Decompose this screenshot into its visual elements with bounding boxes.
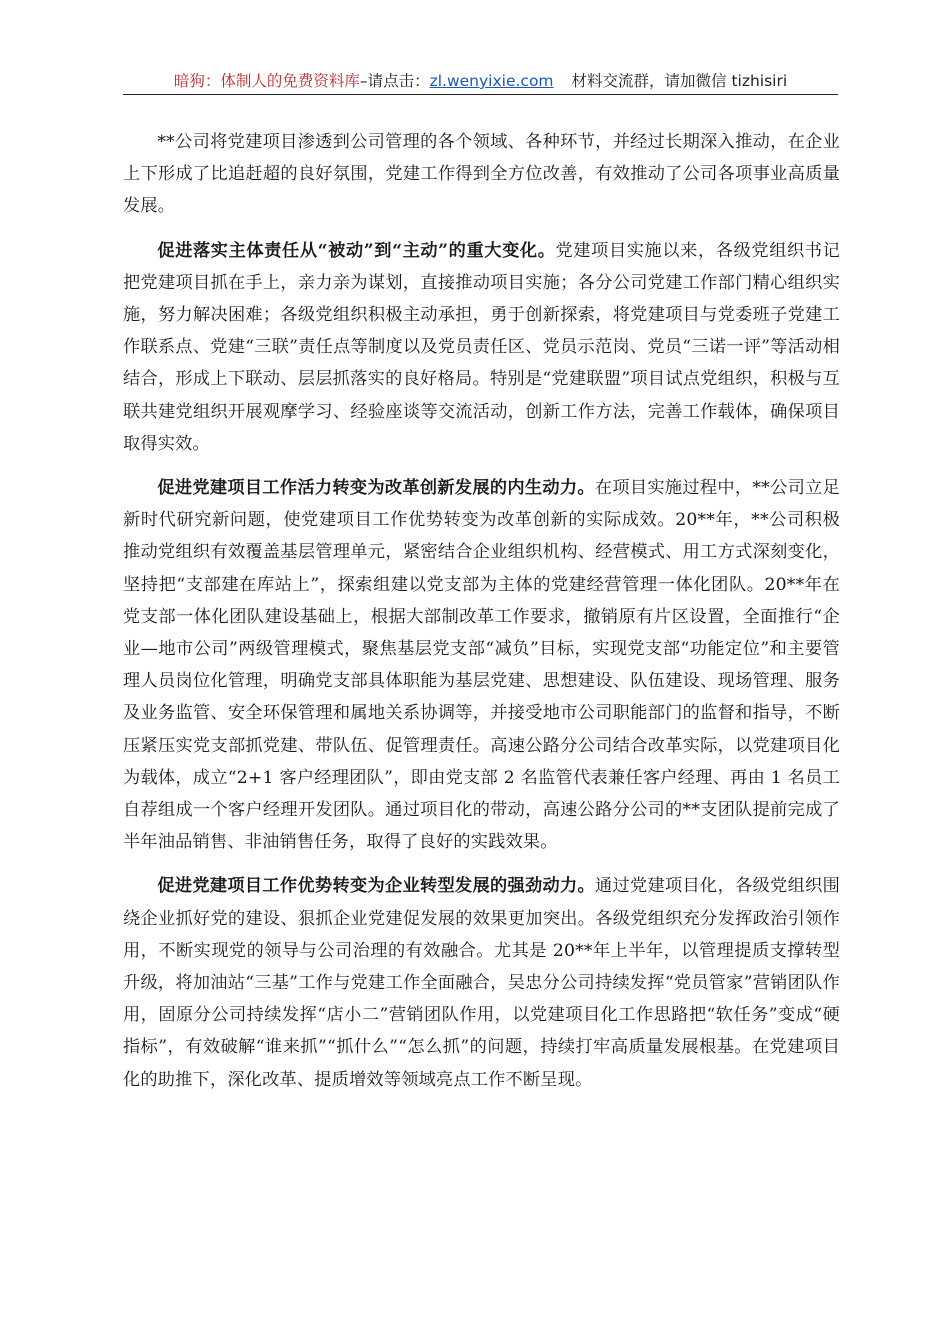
header-link[interactable]: zl.wenyixie.com	[429, 72, 554, 90]
paragraph-intro	[123, 126, 840, 223]
document-body	[123, 126, 840, 1108]
paragraph-responsibility	[123, 235, 840, 460]
paragraph-lead: 促进党建项目工作活力转变为改革创新发展的内生动力。	[157, 478, 595, 499]
paragraph-lead: 促进党建项目工作优势转变为企业转型发展的强劲动力。	[157, 876, 596, 897]
paragraph-body: **公司将党建项目渗透到公司管理的各个领域、各种环节，并经过长期深入推动，在企业上下形成了比追赶超的良好氛围，党建工作得到全方位改善，有效推动了公司各项事业高质量发展。	[123, 132, 840, 217]
paragraph-body: 通过党建项目化，各级党组织围绕企业抓好党的建设、狠抓企业党建促发展的效果更加突出。各级党组织充分发挥政治引领作用，不断实现党的领导与公司治理的有效融合。尤其是 20**年上半年，以管理提质支撑转型升级，将加油站“三基”工作与党建工作全面融合，吴忠分公司持续发挥“党员管家”营销团队作用，固原分公司持续发挥“店小二”营销团队作用，以党建项目化工作思路把“软任务”变成“硬指标”，有效破解“谁来抓”“抓什么”“怎么抓”的问题，持续打牢高质量发展根基。在党建项目化的助推下，深化改革、提质增效等领域亮点工作不断呈现。	[123, 876, 840, 1090]
page-header	[123, 68, 838, 95]
paragraph-lead: 促进落实主体责任从“被动”到“主动”的重大变化。	[157, 240, 556, 261]
header-group-text: 材料交流群，请加微信 tizhisiri	[571, 72, 788, 90]
header-prefix: 暗狗：体制人的免费资料库	[173, 72, 360, 90]
paragraph-body: 在项目实施过程中，**公司立足新时代研究新问题，使党建项目工作优势转变为改革创新的实际成效。20**年，**公司积极推动党组织有效覆盖基层管理单元，紧密结合企业组织机构、经营模式、用工方式深刻变化，坚持把“支部建在库站上”，探索组建以党支部为主体的党建经营管理一体化团队。20**年在党支部一体化团队建设基础上，根据大部制改革工作要求，撤销原有片区设置，全面推行“企业—地市公司”两级管理模式，聚焦基层党支部“减负”目标，实现党支部“功能定位”和主要管理人员岗位化管理，明确党支部具体职能为基层党建、思想建设、队伍建设、现场管理、服务及业务监管、安全环保管理和属地关系协调等，并接受地市公司职能部门的监督和指导，不断压紧压实党支部抓党建、带队伍、促管理责任。高速公路分公司结合改革实际，以党建项目化为载体，成立“2+1 客户经理团队”，即由党支部 2 名监管代表兼任客户经理、再由 1 名员工自荐组成一个客户经理开发团队。通过项目化的带动，高速公路分公司的**支团队提前完成了半年油品销售、非油销售任务，取得了良好的实践效果。	[123, 478, 840, 853]
paragraph-body: 党建项目实施以来，各级党组织书记把党建项目抓在手上，亲力亲为谋划，直接推动项目实施；各分公司党建工作部门精心组织实施，努力解决困难；各级党组织积极主动承担，勇于创新探索，将党建项目与党委班子党建工作联系点、党建“三联”责任点等制度以及党员责任区、党员示范岗、党员“三诺一评”等活动相结合，形成上下联动、层层抓落实的良好格局。特别是“党建联盟”项目试点党组织，积极与互联共建党组织开展观摩学习、经验座谈等交流活动，创新工作方法，完善工作载体，确保项目取得实效。	[123, 240, 841, 454]
paragraph-innovation	[123, 472, 840, 858]
header-click-label: –请点击：	[359, 72, 430, 90]
paragraph-transformation	[123, 870, 840, 1095]
